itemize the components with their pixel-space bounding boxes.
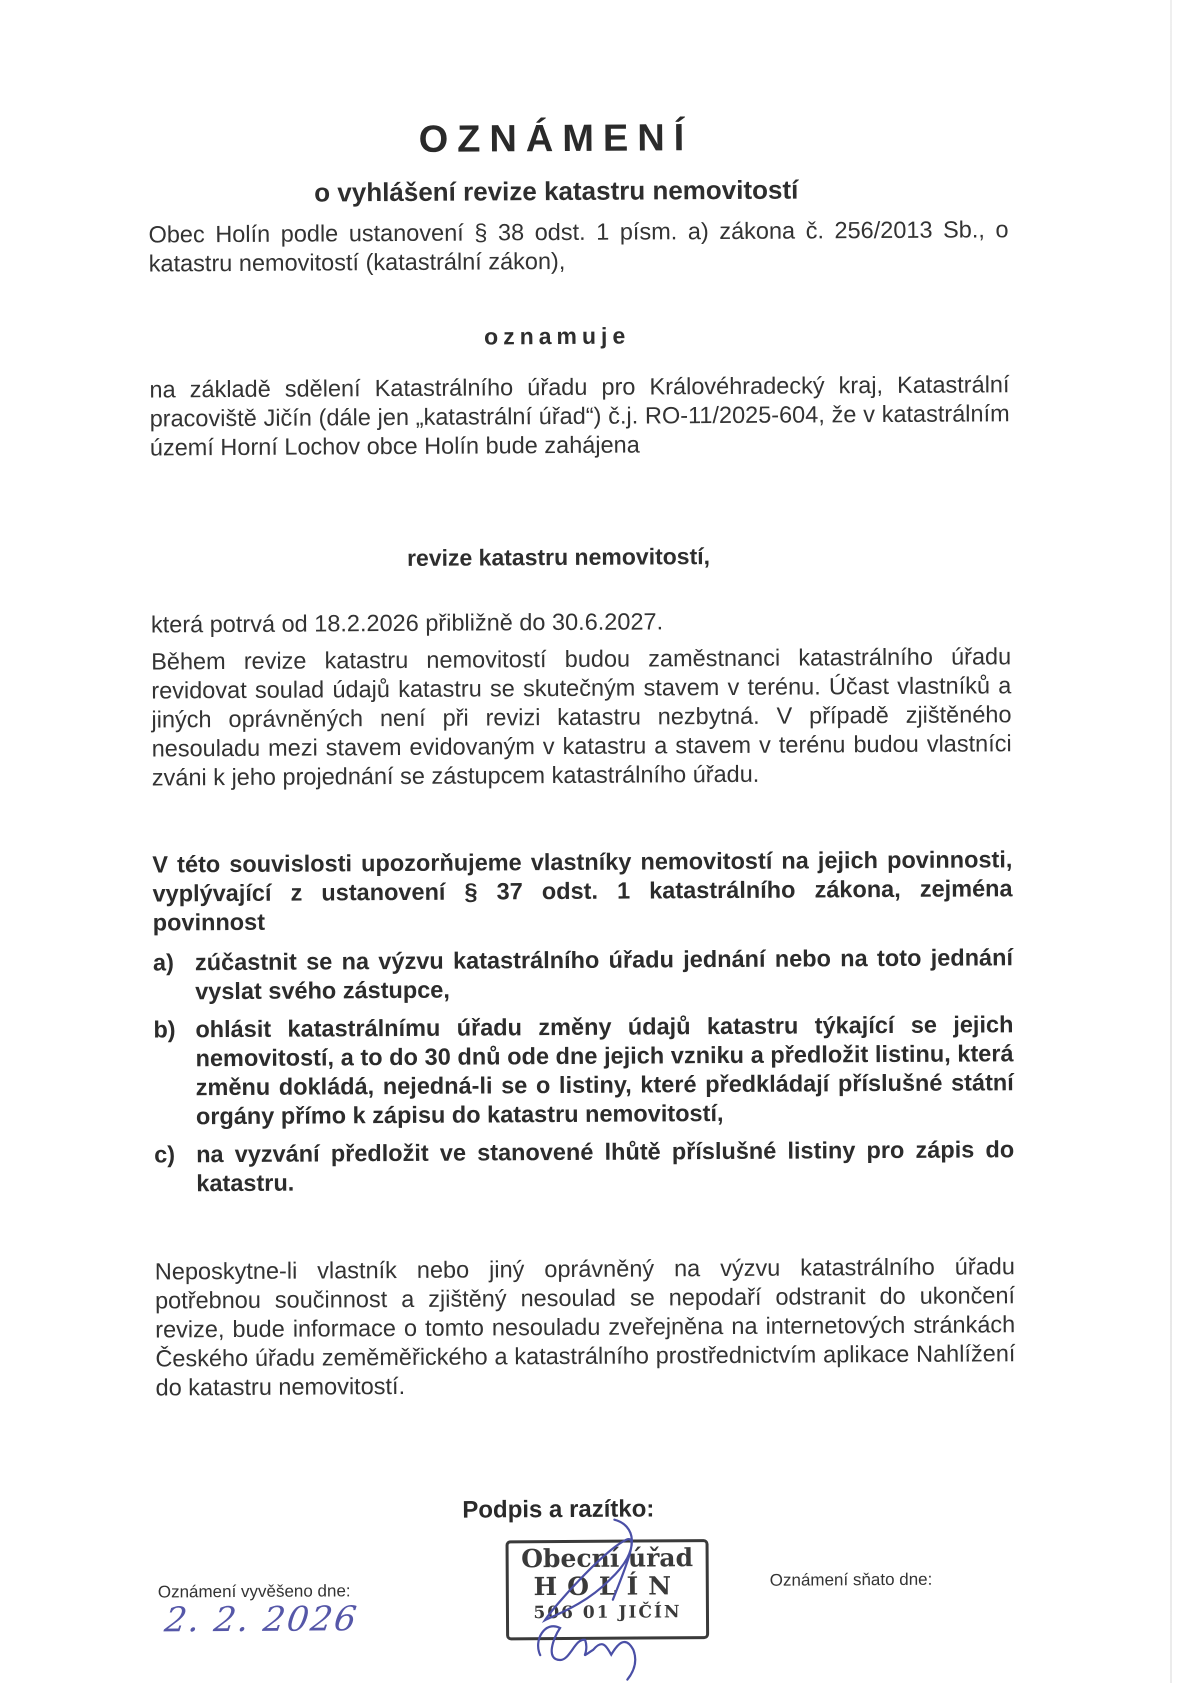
office-stamp bbox=[506, 1539, 710, 1640]
document-subtitle: o vyhlášení revize katastru nemovitostí bbox=[314, 174, 799, 208]
obligation-item-b bbox=[153, 1010, 1014, 1131]
intro-paragraph: Obec Holín podle ustanovení § 38 odst. 1 písm. a) zákona č. 256/2013 Sb., o katastru nemovitostí (katastrální zákon), bbox=[148, 216, 1009, 277]
list-marker: a) bbox=[152, 949, 174, 976]
stamp-office-name: Obecní úřad bbox=[521, 1543, 694, 1574]
obligation-text: zúčastnit se na výzvu katastrálního úřadu jednání nebo na toto jednání vyslat svého zástupce, bbox=[194, 944, 1014, 1005]
obligations-list bbox=[153, 943, 1015, 1207]
obligation-item-c bbox=[154, 1135, 1014, 1198]
removed-date-label: Oznámení sňato dne: bbox=[769, 1569, 933, 1590]
list-marker: b) bbox=[153, 1016, 176, 1043]
obligation-item-a bbox=[153, 943, 1013, 1006]
document-title: OZNÁMENÍ bbox=[418, 117, 694, 161]
duration-paragraph: která potrvá od 18.2.2026 přibližně do 30.6.2027. bbox=[150, 608, 664, 638]
obligation-text: na vyzvání předložit ve stanovené lhůtě příslušné listiny pro zápis do katastru. bbox=[196, 1136, 1015, 1197]
announces-heading: oznamuje bbox=[484, 322, 631, 350]
stamp-municipality: HOLÍN bbox=[533, 1571, 682, 1602]
list-marker: c) bbox=[154, 1141, 176, 1168]
posted-date-label: Oznámení vyvěšeno dne: bbox=[157, 1581, 351, 1602]
revision-heading: revize katastru nemovitostí, bbox=[406, 543, 711, 571]
stamp-address: 506 01 JIČÍN bbox=[533, 1602, 682, 1624]
basis-paragraph: na základě sdělení Katastrálního úřadu pro Královéhradecký kraj, Katastrální pracoviště Jičín (dále jen „katastrální úřad“) č.j. RO-11/2025-604, že v katastrálním území Horní Lochov obce Holín bude zahájena bbox=[149, 371, 1010, 461]
consequence-paragraph: Neposkytne-li vlastník nebo jiný oprávněný na výzvu katastrálního úřadu potřebnou součinnost a zjištěný nesoulad se nepodaří odstranit do ukončení revize, bude informace o tomto nesouladu zveřejněna na internetových stránkách Českého úřadu zeměměřického a katastrálního prostřednictvím aplikace Nahlížení do katastru nemovitostí. bbox=[154, 1253, 1016, 1401]
process-paragraph: Během revize katastru nemovitostí budou zaměstnanci katastrálního úřadu revidovat soulad údajů katastru se skutečným stavem v terénu. Účast vlastníků a jiných oprávněných není při revizi katastru nezbytná. V případě zjištěného nesouladu mezi stavem evidovaným v katastru a stavem v terénu budou vlastníci zváni k jeho projednání se zástupcem katastrálního úřadu. bbox=[151, 643, 1012, 791]
obligation-text: ohlásit katastrálnímu úřadu změny údajů katastru týkající se jejich nemovitostí, a to do 30 dnů ode dne jejich vzniku a předložit listinu, která změnu dokládá, nejedná-li se o listiny, které předkládají příslušné státní orgány přímo k zápisu do katastru nemovitostí, bbox=[195, 1011, 1014, 1130]
posted-date-handwritten: 2. 2. 2026 bbox=[162, 1599, 361, 1641]
signature-heading: Podpis a razítko: bbox=[462, 1495, 655, 1524]
warning-paragraph: V této souvislosti upozorňujeme vlastníky nemovitostí na jejich povinnosti, vyplývající z ustanovení § 37 odst. 1 katastrálního zákona, zejména povinnost bbox=[152, 846, 1013, 936]
